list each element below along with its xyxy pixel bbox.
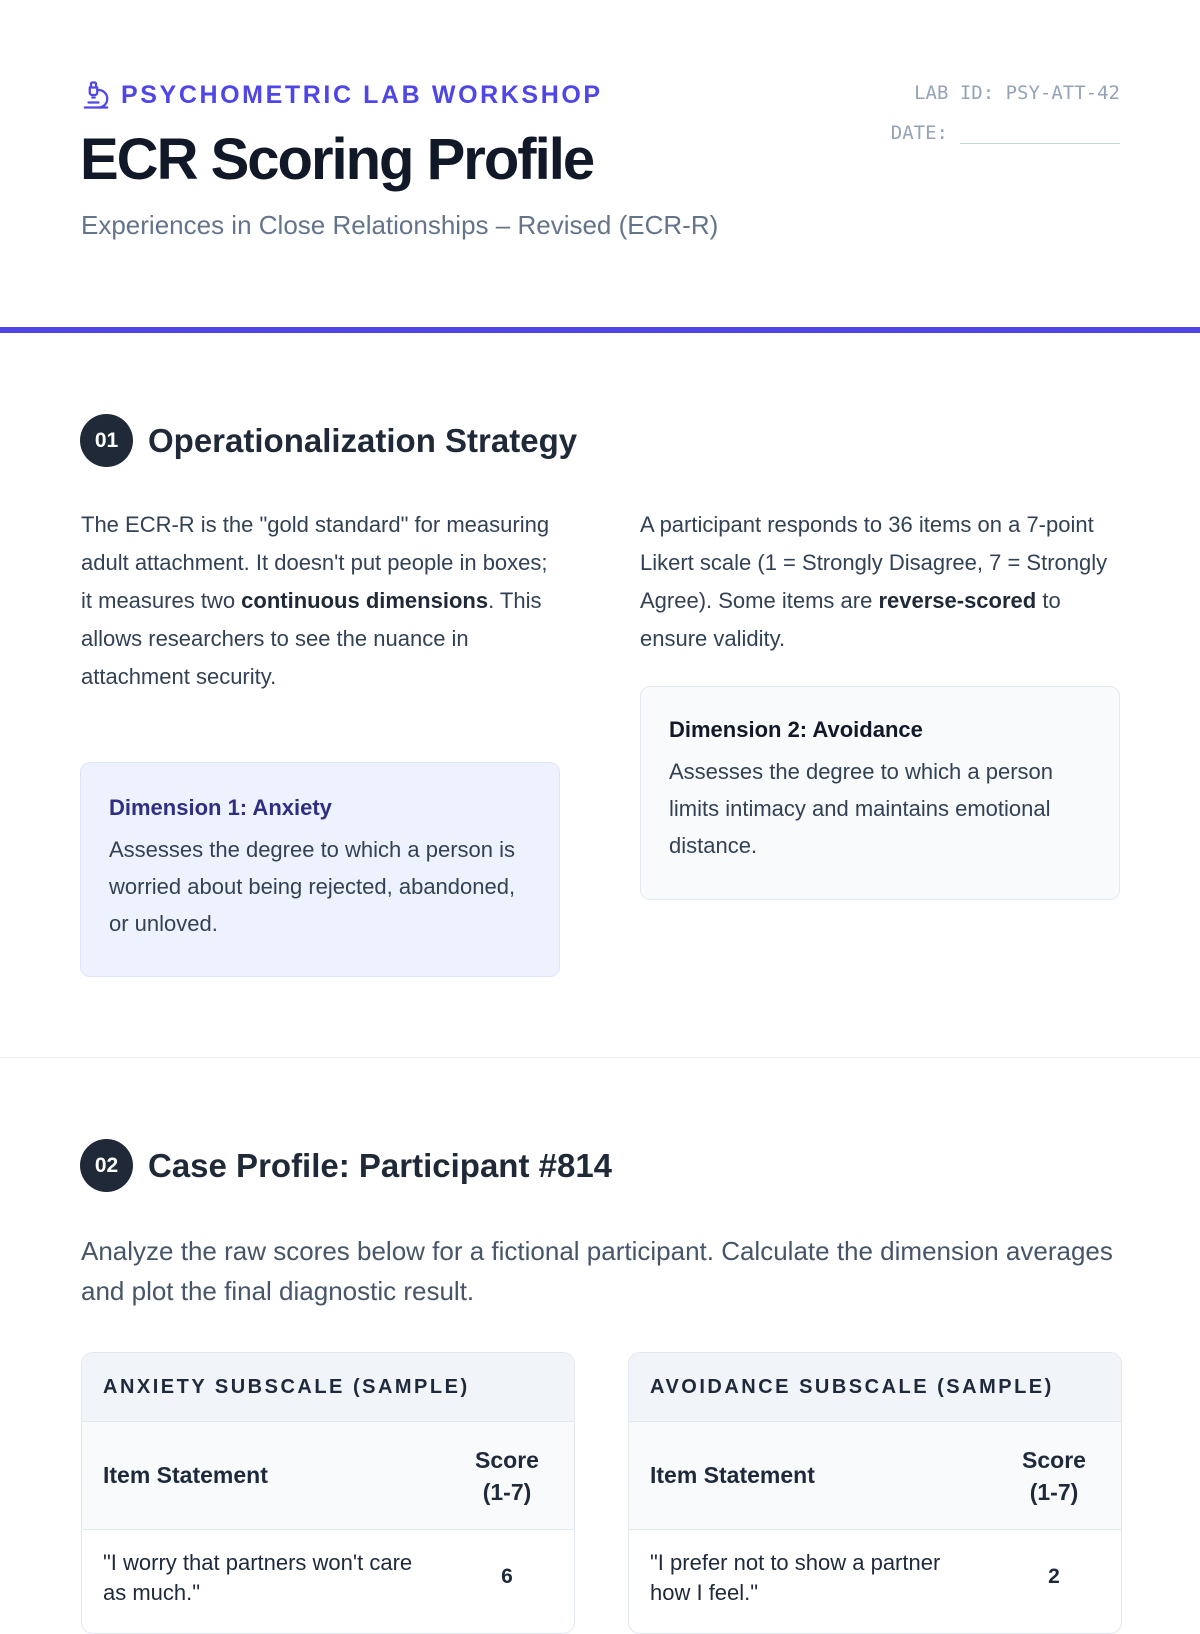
dimension-avoidance-card: [640, 686, 1120, 900]
intro-paragraph-right: [640, 506, 1120, 658]
dimension-anxiety-card: [80, 762, 560, 977]
paragraph-text: A participant responds to 36 items on a 7-point Likert scale (1 = Strongly Disagree, 7 = Strongly Agree). Some items are: [640, 512, 1108, 613]
paragraph-text: to ensure validity.: [640, 588, 1061, 651]
lab-id: LAB ID: PSY-ATT-42: [914, 82, 1120, 104]
section-divider: [0, 1057, 1200, 1058]
column-header-score: Score (1-7): [475, 1446, 539, 1505]
section-1-heading: [80, 414, 577, 467]
header-rule: [0, 327, 1200, 333]
paragraph-emphasis: continuous dimensions: [241, 588, 489, 613]
table-row: [82, 1530, 574, 1608]
anxiety-subscale-table: [81, 1352, 575, 1634]
paragraph-text: The ECR-R is the "gold standard" for measuring adult attachment. It doesn't put people in boxes; it measures two: [81, 512, 550, 613]
section-title: Case Profile: Participant #814: [148, 1146, 613, 1184]
section-number-badge: 01: [80, 414, 133, 467]
item-score[interactable]: 6: [501, 1565, 513, 1588]
date-field[interactable]: [960, 125, 1120, 144]
column-header-score: Score (1-7): [1022, 1446, 1086, 1505]
dimension-title: Dimension 1: Anxiety: [109, 795, 332, 820]
paragraph-text: . This allows researchers to see the nuance in attachment security.: [81, 588, 542, 689]
microscope-icon: [81, 80, 111, 110]
table-row: [629, 1530, 1121, 1608]
kicker-label: PSYCHOMETRIC LAB WORKSHOP: [121, 80, 603, 109]
dimension-description: Assesses the degree to which a person is worried about being rejected, abandoned, or unloved.: [109, 837, 516, 936]
intro-paragraph-left: [81, 506, 561, 696]
paragraph-emphasis: reverse-scored: [878, 588, 1037, 613]
section-title: Operationalization Strategy: [148, 421, 578, 459]
meta-block: [891, 78, 1120, 158]
section-number-badge: 02: [80, 1139, 133, 1192]
workshop-kicker: [81, 80, 603, 110]
page-header: [0, 0, 1200, 330]
column-header-statement: Item Statement: [650, 1462, 815, 1488]
case-instructions: Analyze the raw scores below for a fictional participant. Calculate the dimension averages and plot the final diagnostic result.: [81, 1236, 1113, 1306]
item-statement: "I prefer not to show a partner how I feel.": [650, 1550, 941, 1605]
table-title: AVOIDANCE SUBSCALE (SAMPLE): [629, 1353, 1121, 1422]
avoidance-subscale-table: [628, 1352, 1122, 1634]
table-title: ANXIETY SUBSCALE (SAMPLE): [82, 1353, 574, 1422]
dimension-title: Dimension 2: Avoidance: [669, 717, 923, 742]
section-2-heading: [80, 1139, 612, 1192]
column-header-statement: Item Statement: [103, 1462, 268, 1488]
item-statement: "I worry that partners won't care as much.": [103, 1550, 413, 1605]
page-subtitle: Experiences in Close Relationships – Revised (ECR-R): [81, 210, 719, 240]
table-header-row: [629, 1422, 1121, 1530]
dimension-description: Assesses the degree to which a person limits intimacy and maintains emotional distance.: [669, 759, 1054, 858]
item-score[interactable]: 2: [1048, 1565, 1060, 1588]
page-title: ECR Scoring Profile: [80, 127, 594, 192]
date-label: DATE:: [890, 122, 948, 144]
table-header-row: [82, 1422, 574, 1530]
